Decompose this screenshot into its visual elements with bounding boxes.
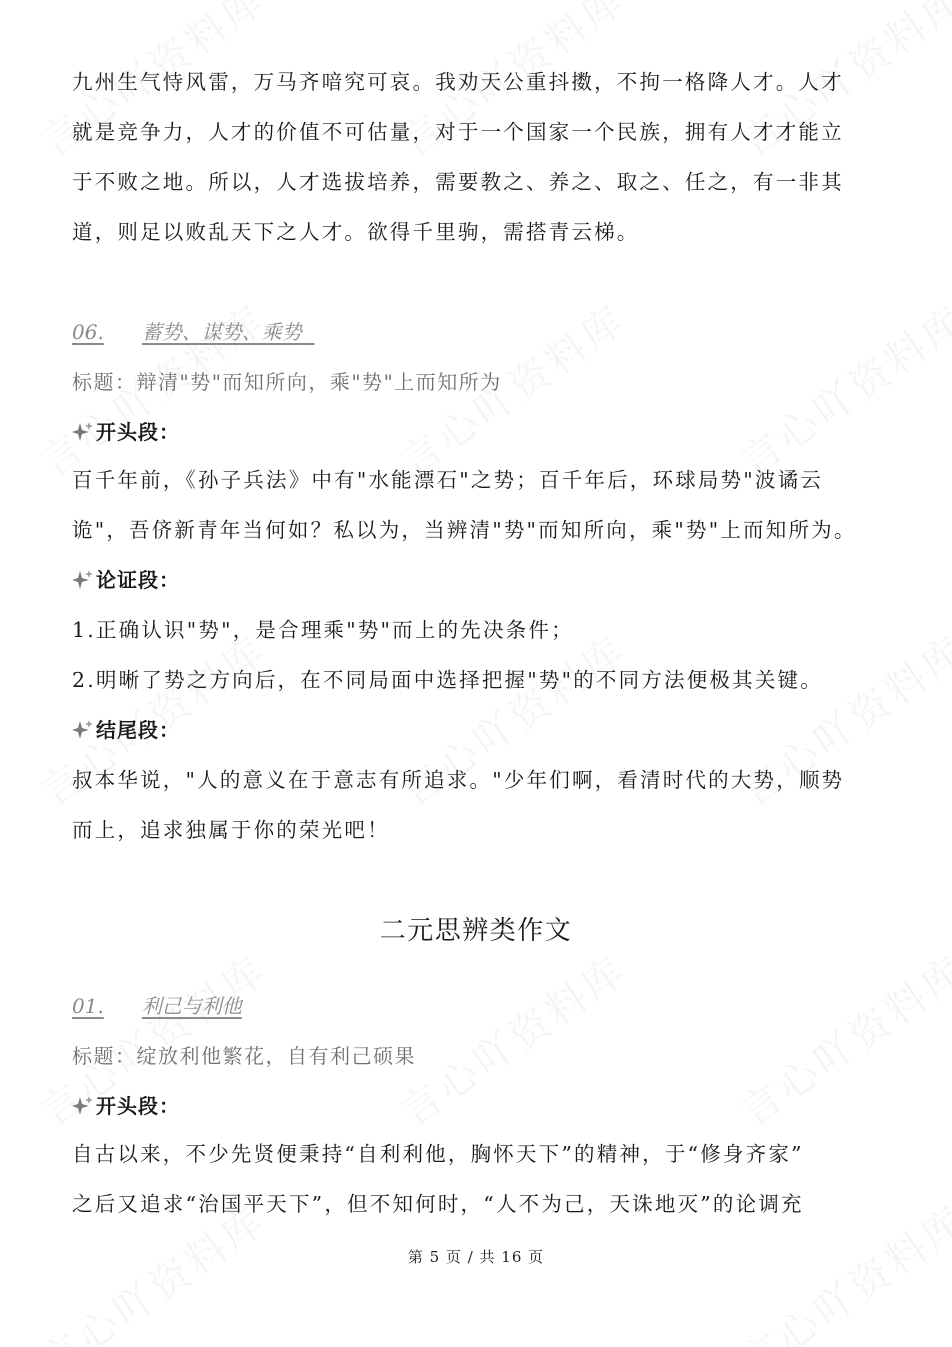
sparkle-icon (72, 1095, 94, 1117)
watermark (728, 939, 952, 1137)
topic-subtitle: 标题：绽放利他繁花，自有利己硕果 (72, 1044, 416, 1068)
label-text: 论证段： (96, 568, 180, 592)
topic-subtitle: 标题：辩清"势"而知所向，乘"势"上而知所为 (72, 370, 502, 394)
paragraph-line: 自古以来，不少先贤便秉持“自利利他，胸怀天下”的精神，于“修身齐家” (72, 1142, 804, 1166)
topic-number: 06. (72, 320, 104, 344)
watermark (728, 289, 952, 487)
paragraph-line: 而上，追求独属于你的荣光吧！ (72, 818, 390, 842)
topic-title: 利己与利他 (141, 994, 242, 1018)
page-footer: 第 5 页 / 共 16 页 (407, 1248, 545, 1266)
paragraph-line: 道，则足以败乱天下之人才。欲得千里驹，需搭青云梯。 (72, 220, 640, 244)
section-label-opening (72, 418, 180, 446)
paragraph-line: 诡"，吾侪新青年当何如？私以为，当辨清"势"而知所向，乘"势"上而知所为。 (72, 518, 857, 542)
paragraph-line: 之后又追求“治国平天下”，但不知何时，“人不为己，天诛地灭”的论调充 (72, 1192, 804, 1216)
topic-title: 蓄势、谋势、乘势 (141, 320, 302, 344)
sparkle-icon (72, 421, 94, 443)
paragraph-line: 九州生气恃风雷，万马齐喑究可哀。我劝天公重抖擞，不拘一格降人才。人才 (72, 70, 844, 94)
topic-heading (72, 318, 315, 346)
sparkle-icon (72, 719, 94, 741)
watermark (388, 939, 637, 1137)
label-text: 开头段： (96, 420, 180, 444)
paragraph-line: 就是竞争力，人才的价值不可估量，对于一个国家一个民族，拥有人才才能立 (72, 120, 844, 144)
paragraph-line: 叔本华说，"人的意义在于意志有所追求。"少年们啊，看清时代的大势，顺势 (72, 768, 845, 792)
paragraph-line: 于不败之地。所以，人才选拔培养，需要教之、养之、取之、任之，有一非其 (72, 170, 844, 194)
argument-line: 1.正确认识"势"，是合理乘"势"而上的先决条件； (72, 618, 574, 642)
argument-line: 2.明晰了势之方向后，在不同局面中选择把握"势"的不同方法便极其关键。 (72, 668, 823, 692)
section-title: 二元思辨类作文 (379, 916, 573, 946)
label-text: 开头段： (96, 1094, 180, 1118)
topic-number: 01. (72, 994, 104, 1018)
sparkle-icon (72, 569, 94, 591)
section-label-opening (72, 1092, 180, 1120)
topic-heading (72, 992, 242, 1020)
section-label-ending (72, 716, 180, 744)
label-text: 结尾段： (96, 718, 180, 742)
paragraph-line: 百千年前，《孙子兵法》中有"水能漂石"之势；百千年后，环球局势"波谲云 (72, 468, 824, 492)
section-label-argument (72, 566, 180, 594)
